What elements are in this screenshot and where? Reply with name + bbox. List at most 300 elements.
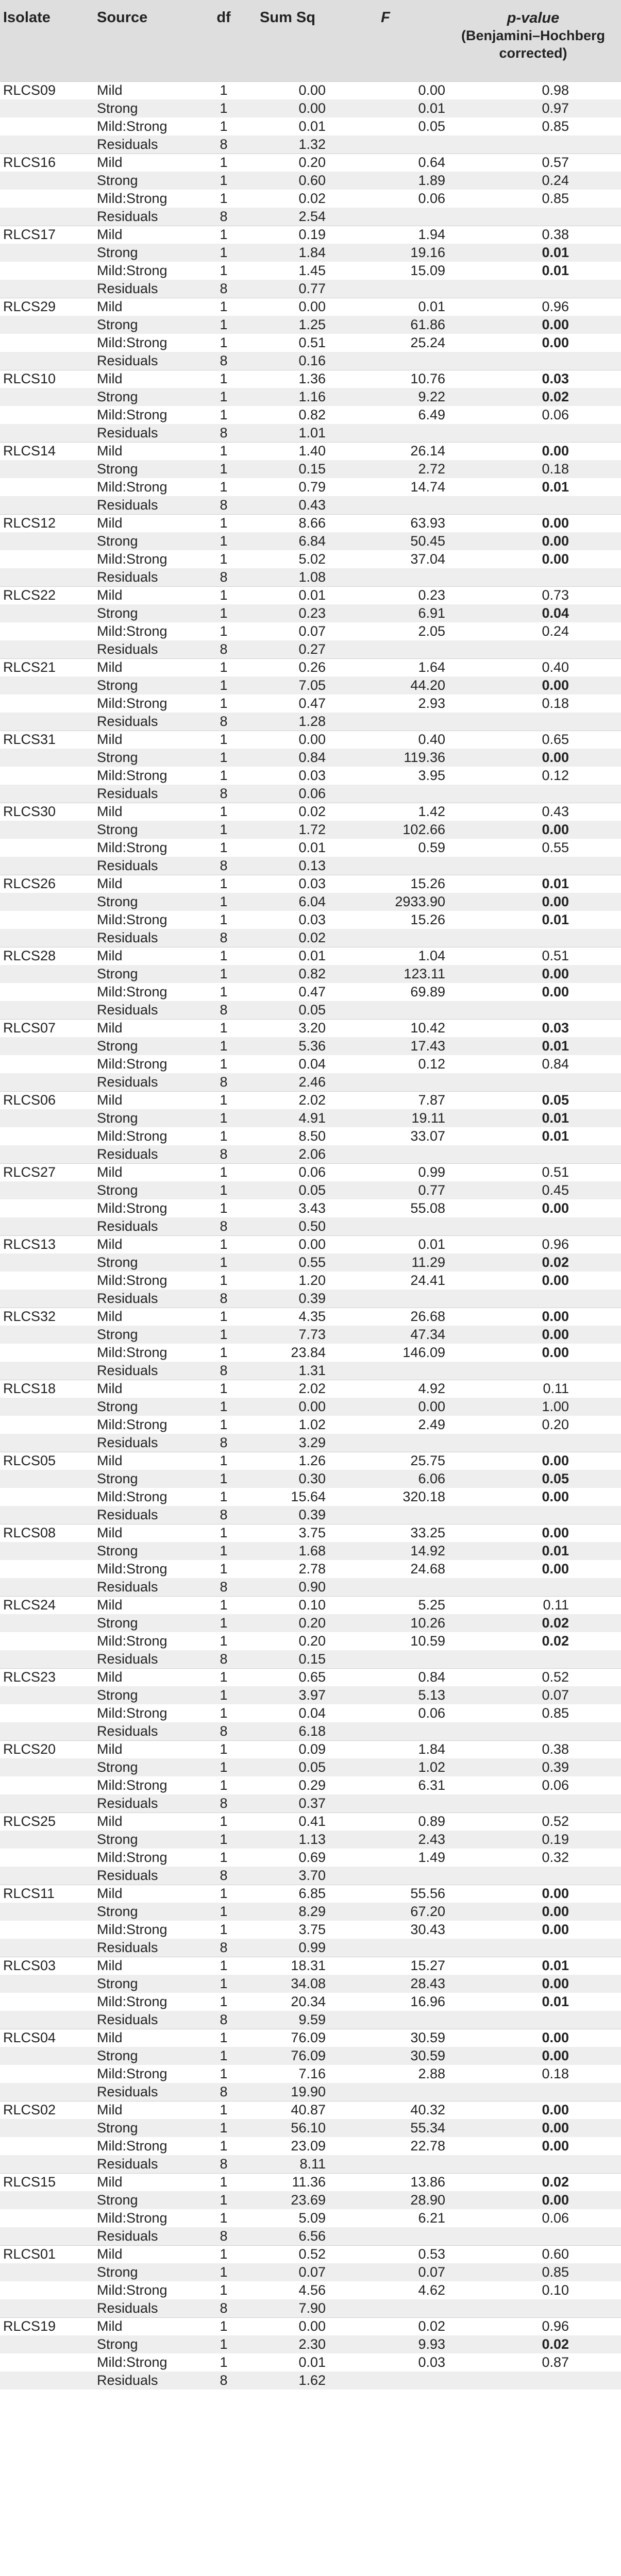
table-row xyxy=(0,208,621,226)
cell-source: Mild xyxy=(95,803,198,821)
cell-spacer xyxy=(569,532,621,550)
cell-p-value: 0.00 xyxy=(542,1922,569,1937)
cell-p-value: 0.07 xyxy=(542,1687,569,1703)
cell-source: Mild xyxy=(95,1235,198,1253)
cell-p-value: 0.24 xyxy=(542,173,569,188)
table-row xyxy=(0,1993,621,2011)
table-row xyxy=(0,1758,621,1776)
cell-spacer xyxy=(569,2137,621,2155)
cell-p-value: 0.00 xyxy=(445,2029,569,2047)
cell-source: Strong xyxy=(97,1110,138,1126)
table-row xyxy=(0,2353,621,2371)
cell-p-value: 0.96 xyxy=(445,298,569,316)
table-row xyxy=(0,2029,621,2047)
cell-source: Residuals xyxy=(97,1362,158,1378)
table-row xyxy=(0,2155,621,2173)
table-row xyxy=(0,875,621,893)
table-row xyxy=(0,1145,621,1163)
cell-df: 8 xyxy=(220,1290,228,1306)
cell-source: Residuals xyxy=(97,929,158,945)
cell-p-value: 0.96 xyxy=(445,2317,569,2335)
cell-df: 8 xyxy=(220,425,228,440)
cell-source: Mild:Strong xyxy=(97,1561,167,1577)
cell-sum-sq: 1.72 xyxy=(298,822,326,837)
cell-f: 2.93 xyxy=(418,696,445,711)
cell-sum-sq: 0.52 xyxy=(249,2245,326,2263)
cell-spacer xyxy=(569,694,621,713)
cell-spacer xyxy=(569,1416,621,1434)
cell-sum-sq: 0.50 xyxy=(298,1218,326,1234)
table-row xyxy=(0,460,621,478)
cell-sum-sq: 1.40 xyxy=(249,442,326,460)
cell-f: 25.24 xyxy=(410,335,445,350)
cell-source: Residuals xyxy=(97,1290,158,1306)
cell-sum-sq: 76.09 xyxy=(249,2029,326,2047)
cell-isolate xyxy=(0,1326,95,1344)
cell-source: Strong xyxy=(97,461,138,477)
cell-p-value: 0.02 xyxy=(542,1255,569,1270)
cell-isolate xyxy=(0,1001,95,1019)
cell-spacer xyxy=(569,406,621,424)
cell-spacer xyxy=(569,1163,621,1181)
cell-f: 2933.90 xyxy=(395,894,445,909)
cell-df: 1 xyxy=(220,2066,228,2081)
cell-df: 8 xyxy=(220,2228,228,2244)
cell-p-value: 0.11 xyxy=(445,1380,569,1398)
header-sum-sq: Sum Sq xyxy=(260,9,315,26)
cell-spacer xyxy=(569,875,621,893)
cell-f: 9.93 xyxy=(418,2336,445,2352)
cell-f xyxy=(326,135,445,154)
cell-f: 0.01 xyxy=(326,1235,445,1253)
cell-p-value: 0.00 xyxy=(542,1976,569,1991)
cell-f: 123.11 xyxy=(404,966,445,981)
cell-f: 119.36 xyxy=(404,750,445,765)
table-row xyxy=(0,749,621,767)
cell-p-value: 0.00 xyxy=(445,514,569,532)
cell-sum-sq: 2.02 xyxy=(249,1380,326,1398)
cell-p-value: 0.00 xyxy=(542,317,569,332)
cell-sum-sq: 3.75 xyxy=(249,1524,326,1542)
cell-df: 1 xyxy=(220,2138,228,2154)
table-row xyxy=(0,1542,621,1560)
cell-spacer xyxy=(569,1235,621,1253)
cell-p-value: 0.01 xyxy=(445,1957,569,1975)
cell-p-value: 0.45 xyxy=(542,1182,569,1198)
cell-source: Mild:Strong xyxy=(97,2282,167,2298)
table-row xyxy=(0,1668,621,1686)
cell-p-value: 0.00 xyxy=(542,750,569,765)
cell-spacer xyxy=(569,424,621,442)
cell-sum-sq: 0.51 xyxy=(298,335,326,350)
cell-spacer xyxy=(569,1975,621,1993)
cell-df: 1 xyxy=(220,1543,228,1558)
cell-sum-sq: 0.00 xyxy=(249,298,326,316)
cell-spacer xyxy=(569,2299,621,2317)
cell-sum-sq: 0.02 xyxy=(249,803,326,821)
cell-sum-sq: 0.04 xyxy=(298,1705,326,1721)
cell-isolate xyxy=(0,550,95,568)
cell-sum-sq: 0.16 xyxy=(298,352,326,368)
cell-p-value: 0.01 xyxy=(445,875,569,893)
table-row xyxy=(0,135,621,154)
cell-source: Residuals xyxy=(97,280,158,296)
cell-source: Mild xyxy=(95,875,198,893)
cell-spacer xyxy=(569,2065,621,2083)
cell-source: Mild xyxy=(95,2173,198,2191)
cell-p-value: 0.00 xyxy=(445,1452,569,1470)
cell-isolate xyxy=(0,1975,95,1993)
cell-df: 8 xyxy=(220,497,228,513)
cell-f: 0.03 xyxy=(418,2354,445,2370)
cell-sum-sq: 0.03 xyxy=(298,912,326,927)
cell-sum-sq: 7.05 xyxy=(298,677,326,693)
cell-df: 8 xyxy=(220,1218,228,1234)
table-row xyxy=(0,2245,621,2263)
cell-f: 33.25 xyxy=(326,1524,445,1542)
cell-df: 1 xyxy=(220,2192,228,2208)
cell-sum-sq: 1.45 xyxy=(298,263,326,278)
table-row xyxy=(0,1163,621,1181)
table-row xyxy=(0,1975,621,1993)
cell-p-value: 0.85 xyxy=(542,1705,569,1721)
table-row xyxy=(0,2371,621,2389)
cell-df: 8 xyxy=(220,1074,228,1090)
cell-sum-sq: 0.02 xyxy=(298,191,326,206)
cell-source: Mild xyxy=(95,2245,198,2263)
table-row xyxy=(0,406,621,424)
cell-spacer xyxy=(569,1326,621,1344)
cell-f: 33.07 xyxy=(410,1128,445,1144)
cell-p-value: 0.03 xyxy=(445,370,569,388)
cell-source: Mild:Strong xyxy=(97,1777,167,1793)
table-row xyxy=(0,1452,621,1470)
cell-p-value: 0.97 xyxy=(542,100,569,116)
cell-source: Strong xyxy=(97,245,138,260)
cell-f: 10.59 xyxy=(410,1633,445,1649)
cell-source: Mild:Strong xyxy=(97,1128,167,1144)
table-row xyxy=(0,1344,621,1362)
cell-p-value: 0.00 xyxy=(542,1489,569,1504)
cell-p-value: 0.43 xyxy=(445,803,569,821)
cell-isolate: RLCS02 xyxy=(0,2101,95,2119)
table-row xyxy=(0,1055,621,1073)
cell-sum-sq: 1.25 xyxy=(298,317,326,332)
cell-sum-sq: 0.37 xyxy=(298,1795,326,1811)
cell-spacer xyxy=(569,1885,621,1903)
cell-sum-sq: 0.04 xyxy=(298,1056,326,1072)
cell-sum-sq: 0.30 xyxy=(298,1471,326,1486)
cell-df: 1 xyxy=(220,191,228,206)
cell-p-value: 0.12 xyxy=(542,768,569,783)
cell-p-value: 0.96 xyxy=(445,1235,569,1253)
cell-isolate xyxy=(0,983,95,1001)
table-row xyxy=(0,2263,621,2281)
cell-spacer xyxy=(569,1668,621,1686)
cell-sum-sq: 1.20 xyxy=(298,1273,326,1288)
cell-spacer xyxy=(569,1488,621,1506)
table-row xyxy=(0,911,621,929)
cell-df: 1 xyxy=(220,2354,228,2370)
cell-sum-sq: 0.19 xyxy=(249,226,326,244)
cell-f xyxy=(326,1794,445,1812)
cell-spacer xyxy=(569,622,621,640)
table-row xyxy=(0,821,621,839)
cell-df: 1 xyxy=(220,1976,228,1991)
cell-df: 1 xyxy=(220,2264,228,2280)
table-row xyxy=(0,586,621,604)
cell-df: 1 xyxy=(198,1235,249,1253)
table-row xyxy=(0,731,621,749)
cell-isolate xyxy=(0,388,95,406)
cell-f: 2.49 xyxy=(418,1417,445,1432)
cell-p-value: 0.51 xyxy=(445,947,569,965)
cell-isolate xyxy=(0,208,95,226)
cell-f: 63.93 xyxy=(326,514,445,532)
cell-source: Mild:Strong xyxy=(97,912,167,927)
cell-isolate xyxy=(0,532,95,550)
cell-sum-sq: 0.02 xyxy=(298,929,326,945)
cell-source: Mild:Strong xyxy=(97,623,167,639)
cell-df: 1 xyxy=(198,1740,249,1758)
cell-spacer xyxy=(569,1867,621,1885)
table-row xyxy=(0,2191,621,2209)
table-row xyxy=(0,226,621,244)
cell-isolate: RLCS20 xyxy=(0,1740,95,1758)
cell-isolate xyxy=(0,1849,95,1867)
cell-sum-sq: 8.66 xyxy=(249,514,326,532)
cell-spacer xyxy=(569,1704,621,1722)
cell-spacer xyxy=(569,2155,621,2173)
cell-isolate xyxy=(0,767,95,785)
table-row xyxy=(0,1235,621,1253)
cell-isolate xyxy=(0,1217,95,1235)
cell-isolate xyxy=(0,1344,95,1362)
cell-p-value: 0.00 xyxy=(542,1904,569,1919)
cell-source: Residuals xyxy=(97,352,158,368)
cell-source: Strong xyxy=(97,1255,138,1270)
cell-f: 61.86 xyxy=(410,317,445,332)
cell-df: 1 xyxy=(198,803,249,821)
table-row xyxy=(0,1416,621,1434)
cell-source: Residuals xyxy=(97,1939,158,1955)
cell-isolate xyxy=(0,2065,95,2083)
cell-spacer xyxy=(569,586,621,604)
table-row xyxy=(0,154,621,172)
cell-isolate xyxy=(0,117,95,135)
cell-isolate xyxy=(0,1145,95,1163)
cell-spacer xyxy=(569,81,621,99)
cell-sum-sq: 1.02 xyxy=(298,1417,326,1432)
cell-p-value: 0.00 xyxy=(542,1327,569,1342)
cell-sum-sq: 0.47 xyxy=(298,984,326,999)
cell-source: Mild:Strong xyxy=(97,479,167,495)
cell-source: Residuals xyxy=(97,1579,158,1595)
cell-p-value: 0.06 xyxy=(542,2210,569,2226)
table-row xyxy=(0,2173,621,2191)
table-row xyxy=(0,2083,621,2101)
cell-sum-sq: 0.43 xyxy=(298,497,326,513)
cell-spacer xyxy=(569,1903,621,1921)
cell-p-value: 1.00 xyxy=(542,1399,569,1414)
cell-f: 0.59 xyxy=(418,840,445,855)
cell-source: Residuals xyxy=(97,2156,158,2172)
cell-spacer xyxy=(569,1199,621,1217)
cell-p-value: 0.52 xyxy=(445,1812,569,1831)
cell-spacer xyxy=(569,2371,621,2389)
cell-isolate xyxy=(0,1181,95,1199)
cell-df: 1 xyxy=(220,1850,228,1865)
cell-spacer xyxy=(569,1127,621,1145)
cell-df: 1 xyxy=(220,1273,228,1288)
cell-f xyxy=(326,1434,445,1452)
cell-sum-sq: 1.26 xyxy=(249,1452,326,1470)
cell-p-value xyxy=(445,496,569,514)
cell-p-value: 0.18 xyxy=(542,696,569,711)
cell-p-value: 0.00 xyxy=(445,1524,569,1542)
cell-df: 1 xyxy=(220,2282,228,2298)
cell-isolate xyxy=(0,1776,95,1794)
cell-isolate xyxy=(0,1470,95,1488)
table-row xyxy=(0,929,621,947)
cell-sum-sq: 0.06 xyxy=(298,785,326,801)
cell-sum-sq: 0.00 xyxy=(249,2317,326,2335)
cell-source: Residuals xyxy=(97,785,158,801)
cell-isolate xyxy=(0,2353,95,2371)
cell-sum-sq: 3.20 xyxy=(249,1019,326,1037)
cell-df: 1 xyxy=(220,389,228,404)
table-row xyxy=(0,1037,621,1055)
cell-isolate xyxy=(0,1109,95,1127)
cell-df: 1 xyxy=(220,605,228,621)
cell-p-value xyxy=(445,640,569,658)
cell-sum-sq: 1.32 xyxy=(298,136,326,152)
cell-df: 1 xyxy=(220,1633,228,1649)
cell-p-value xyxy=(445,135,569,154)
cell-f: 6.91 xyxy=(418,605,445,621)
cell-source: Strong xyxy=(97,173,138,188)
cell-f xyxy=(326,1578,445,1596)
cell-df: 8 xyxy=(220,208,228,224)
cell-isolate xyxy=(0,676,95,694)
table-row xyxy=(0,81,621,99)
cell-source: Strong xyxy=(97,1471,138,1486)
table-row xyxy=(0,2011,621,2029)
cell-spacer xyxy=(569,2011,621,2029)
cell-source: Residuals xyxy=(97,569,158,585)
cell-p-value: 0.02 xyxy=(445,2173,569,2191)
cell-f: 0.89 xyxy=(326,1812,445,1831)
table-row xyxy=(0,2209,621,2227)
cell-p-value xyxy=(445,2227,569,2245)
cell-source: Mild xyxy=(95,1957,198,1975)
cell-p-value: 0.00 xyxy=(542,2192,569,2208)
cell-spacer xyxy=(569,911,621,929)
cell-f xyxy=(326,1506,445,1524)
cell-isolate xyxy=(0,478,95,496)
table-row xyxy=(0,1488,621,1506)
cell-p-value: 0.00 xyxy=(542,894,569,909)
cell-p-value: 0.00 xyxy=(542,822,569,837)
cell-df: 1 xyxy=(198,1812,249,1831)
cell-f: 0.07 xyxy=(418,2264,445,2280)
cell-sum-sq: 4.56 xyxy=(298,2282,326,2298)
cell-sum-sq: 0.03 xyxy=(249,875,326,893)
cell-sum-sq: 0.05 xyxy=(298,1182,326,1198)
cell-f: 55.56 xyxy=(326,1885,445,1903)
cell-source: Strong xyxy=(97,1399,138,1414)
cell-source: Mild xyxy=(95,2029,198,2047)
cell-isolate: RLCS30 xyxy=(0,803,95,821)
cell-source: Mild:Strong xyxy=(97,1633,167,1649)
cell-p-value: 0.65 xyxy=(445,731,569,749)
cell-source: Strong xyxy=(97,677,138,693)
cell-sum-sq: 56.10 xyxy=(291,2120,326,2136)
table-row xyxy=(0,1722,621,1740)
cell-spacer xyxy=(569,1109,621,1127)
cell-sum-sq: 0.15 xyxy=(298,461,326,477)
cell-sum-sq: 3.97 xyxy=(298,1687,326,1703)
cell-p-value: 0.24 xyxy=(542,623,569,639)
cell-sum-sq: 1.84 xyxy=(298,245,326,260)
cell-p-value: 0.84 xyxy=(542,1056,569,1072)
cell-source: Strong xyxy=(97,1904,138,1919)
cell-sum-sq: 5.02 xyxy=(298,551,326,567)
cell-source: Mild:Strong xyxy=(97,2066,167,2081)
cell-spacer xyxy=(569,1217,621,1235)
cell-f: 1.94 xyxy=(326,226,445,244)
cell-spacer xyxy=(569,1957,621,1975)
cell-isolate xyxy=(0,1434,95,1452)
cell-df: 1 xyxy=(220,533,228,549)
cell-sum-sq: 1.08 xyxy=(298,569,326,585)
cell-isolate xyxy=(0,568,95,586)
cell-source: Mild:Strong xyxy=(97,1850,167,1865)
table-row xyxy=(0,1831,621,1849)
cell-f: 0.84 xyxy=(326,1668,445,1686)
cell-isolate: RLCS17 xyxy=(0,226,95,244)
cell-p-value xyxy=(445,1650,569,1668)
cell-spacer xyxy=(569,1542,621,1560)
cell-spacer xyxy=(569,1776,621,1794)
cell-source: Mild:Strong xyxy=(97,984,167,999)
cell-sum-sq: 7.90 xyxy=(298,2300,326,2316)
cell-f: 14.92 xyxy=(410,1543,445,1558)
table-row xyxy=(0,262,621,280)
table-row xyxy=(0,1614,621,1632)
table-row xyxy=(0,1921,621,1939)
cell-source: Mild xyxy=(95,1380,198,1398)
cell-spacer xyxy=(569,731,621,749)
cell-f xyxy=(326,1650,445,1668)
cell-isolate xyxy=(0,1055,95,1073)
cell-df: 8 xyxy=(220,1002,228,1018)
cell-spacer xyxy=(569,1253,621,1272)
cell-isolate: RLCS29 xyxy=(0,298,95,316)
cell-f: 13.86 xyxy=(326,2173,445,2191)
cell-p-value: 0.01 xyxy=(542,1110,569,1126)
cell-spacer xyxy=(569,1037,621,1055)
table-row xyxy=(0,388,621,406)
cell-p-value: 0.00 xyxy=(542,2138,569,2154)
cell-spacer xyxy=(569,1831,621,1849)
cell-df: 1 xyxy=(220,1904,228,1919)
cell-p-value xyxy=(445,2299,569,2317)
cell-df: 8 xyxy=(220,713,228,729)
table-row xyxy=(0,2317,621,2335)
cell-source: Mild xyxy=(95,514,198,532)
cell-spacer xyxy=(569,226,621,244)
